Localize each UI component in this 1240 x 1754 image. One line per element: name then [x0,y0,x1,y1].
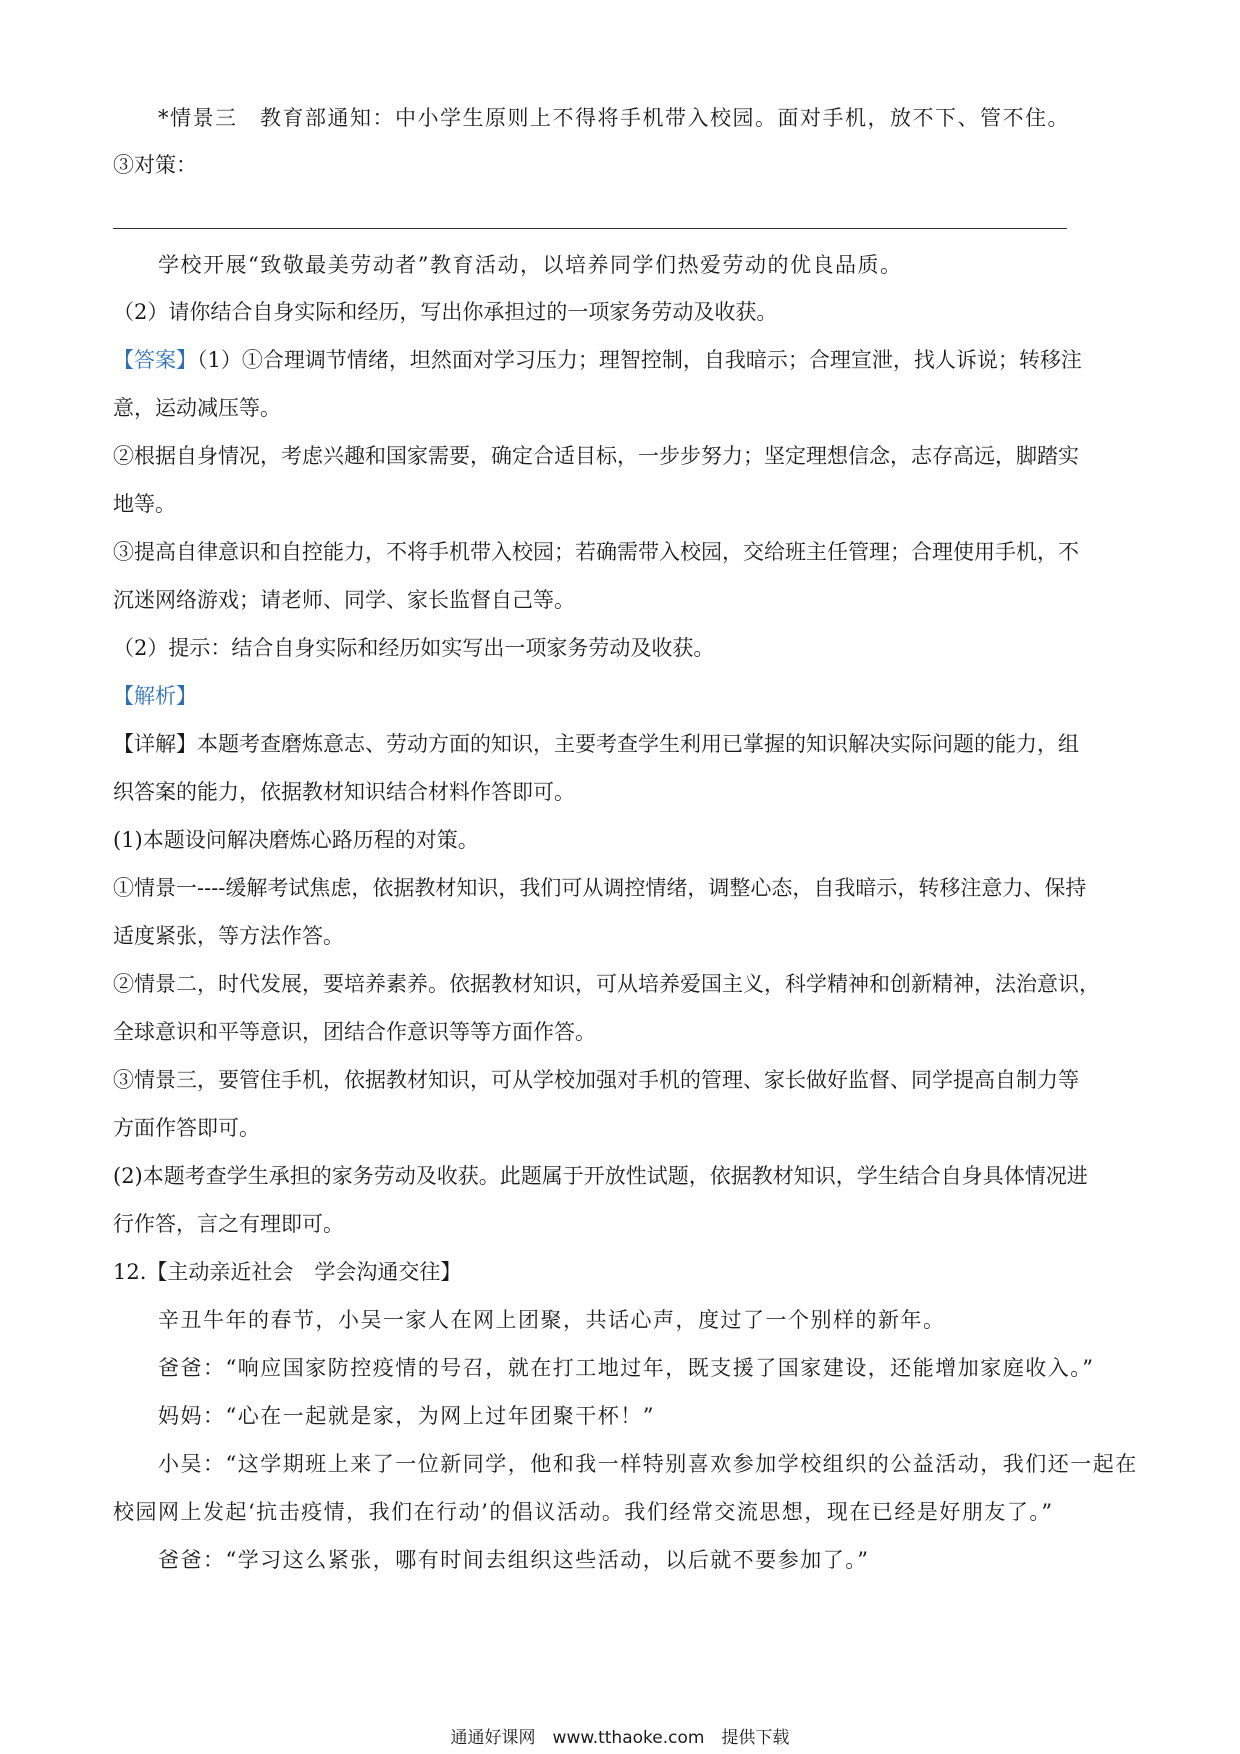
q12-line-5: 校园网上发起‘抗击疫情，我们在行动’的倡议活动。我们经常交流思想，现在已经是好朋友了。” [113,1500,1054,1524]
answer-blank-line [113,228,1067,229]
page-footer: 通通好课网 www.tthaoke.com 提供下载 [450,1728,790,1748]
detail-line-6: ②情景二，时代发展，要培养素养。依据教材知识，可从培养爱国主义，科学精神和创新精神，法治意识， [113,972,1100,996]
analysis-tag: 【解析】 [113,684,197,708]
countermeasure-label: ③对策： [113,153,197,177]
question-2: （2）请你结合自身实际和经历，写出你承担过的一项家务劳动及收获。 [113,300,778,324]
q12-line-6: 爸爸：“学习这么紧张，哪有时间去组织这些活动，以后就不要参加了。” [158,1548,870,1572]
detail-line-2: 织答案的能力，依据教材知识结合材料作答即可。 [113,780,575,804]
answer-line-3: ②根据自身情况，考虑兴趣和国家需要，确定合适目标，一步步努力；坚定理想信念，志存高远，脚踏实 [113,444,1079,468]
answer-line-6: 沉迷网络游戏；请老师、同学、家长监督自己等。 [113,588,575,612]
detail-line-4: ①情景一----缓解考试焦虑，依据教材知识，我们可从调控情绪，调整心态，自我暗示，转移注意力、保持 [113,876,1087,900]
detail-line-1: 【详解】本题考查磨炼意志、劳动方面的知识，主要考查学生利用已掌握的知识解决实际问题的能力，组 [113,732,1079,756]
detail-line-5: 适度紧张，等方法作答。 [113,924,344,948]
q12-line-3: 妈妈：“心在一起就是家，为网上过年团聚干杯！” [158,1404,655,1428]
detail-line-3: (1)本题设问解决磨炼心路历程的对策。 [113,828,479,852]
answer-line-5: ③提高自律意识和自控能力，不将手机带入校园；若确需带入校园，交给班主任管理；合理使用手机，不 [113,540,1079,564]
q12-line-4: 小吴：“这学期班上来了一位新同学，他和我一样特别喜欢参加学校组织的公益活动，我们还一起在 [158,1452,1138,1476]
answer-line-7: （2）提示：结合自身实际和经历如实写出一项家务劳动及收获。 [113,636,715,660]
answer-line-2: 意，运动减压等。 [113,396,281,420]
scene3-text: *情景三 教育部通知：中小学生原则上不得将手机带入校园。面对手机，放不下、管不住。 [158,106,1070,130]
detail-line-7: 全球意识和平等意识，团结合作意识等等方面作答。 [113,1020,596,1044]
detail-line-8: ③情景三，要管住手机，依据教材知识，可从学校加强对手机的管理、家长做好监督、同学提高自制力等 [113,1068,1079,1092]
answer-line-1: 【答案】（1）①合理调节情绪，坦然面对学习压力；理智控制，自我暗示；合理宣泄，找人诉说；转移注 [113,348,1082,372]
question-12-heading: 12.【主动亲近社会 学会沟通交往】 [113,1260,462,1284]
detail-line-11: 行作答，言之有理即可。 [113,1212,344,1236]
detail-line-10: (2)本题考查学生承担的家务劳动及收获。此题属于开放性试题，依据教材知识，学生结合自身具体情况进 [113,1164,1088,1188]
activity-text: 学校开展“致敬最美劳动者”教育活动，以培养同学们热爱劳动的优良品质。 [158,253,903,277]
detail-line-9: 方面作答即可。 [113,1116,260,1140]
answer-tag: 【答案】 [113,348,197,372]
q12-line-1: 辛丑牛年的春节，小吴一家人在网上团聚，共话心声，度过了一个别样的新年。 [158,1308,946,1332]
q12-line-2: 爸爸：“响应国家防控疫情的号召，就在打工地过年，既支援了国家建设，还能增加家庭收入。” [158,1356,1095,1380]
answer-line-4: 地等。 [113,492,176,516]
